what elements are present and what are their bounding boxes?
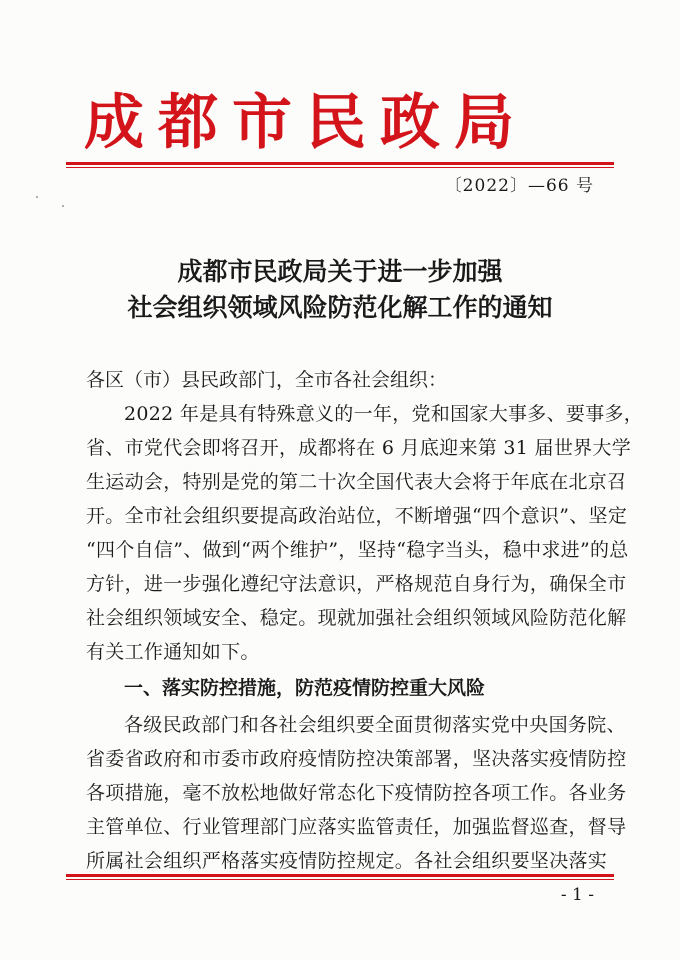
header-red-rule-thin [66,167,614,168]
footer-red-rule [66,874,614,877]
header-red-rule [66,162,614,165]
section-1-line: 省委省政府和市委市政府疫情防控决策部署，坚决落实疫情防控 [86,748,627,770]
section-1-heading: 一、落实防控措施，防范疫情防控重大风险 [124,677,486,699]
section-1-line: 各级民政部门和各社会组织要全面贯彻落实党中央国务院、 [124,714,626,736]
salutation: 各区（市）县民政部门，全市各社会组织： [86,369,448,391]
document-title-line-2: 社会组织领域风险防范化解工作的通知 [127,293,553,322]
section-1-line: 主管单位、行业管理部门应落实监管责任，加强监督巡查，督导 [86,816,627,838]
intro-line: “四个自信”、做到“两个维护”，坚持“稳字当头，稳中求进”的总 [86,539,629,561]
document-title-line-1: 成都市民政局关于进一步加强 [177,257,503,286]
issuing-authority-header: 成都市民政局 [84,88,528,158]
intro-line: 社会组织领域安全、稳定。现就加强社会组织领域风险防范化解 [86,607,627,629]
scan-speck [62,205,64,207]
section-1-paragraph [86,708,627,878]
intro-line: 方针，进一步强化遵纪守法意识，严格规范自身行为，确保全市 [86,573,627,595]
intro-paragraph [86,397,644,669]
intro-line: 开。全市社会组织要提高政治站位，不断增强“四个意识”、坚定 [86,505,628,527]
intro-line: 2022 年是具有特殊意义的一年，党和国家大事多、要事多， [124,403,644,425]
document-number: 〔2022〕—66 号 [444,176,594,196]
footer-red-rule-thin [66,879,614,880]
intro-line: 有关工作通知如下。 [86,641,260,663]
intro-line: 省、市党代会即将召开，成都将在 6 月底迎来第 31 届世界大学 [86,437,632,459]
section-1-line: 各项措施，毫不放松地做好常态化下疫情防控各项工作。各业务 [86,782,627,804]
intro-line: 生运动会，特别是党的第二十次全国代表大会将于年底在北京召 [86,471,627,493]
scan-speck [36,196,38,198]
section-1-line: 所属社会组织严格落实疫情防控规定。各社会组织要坚决落实 [86,850,608,872]
page-number: - 1 - [560,885,594,905]
